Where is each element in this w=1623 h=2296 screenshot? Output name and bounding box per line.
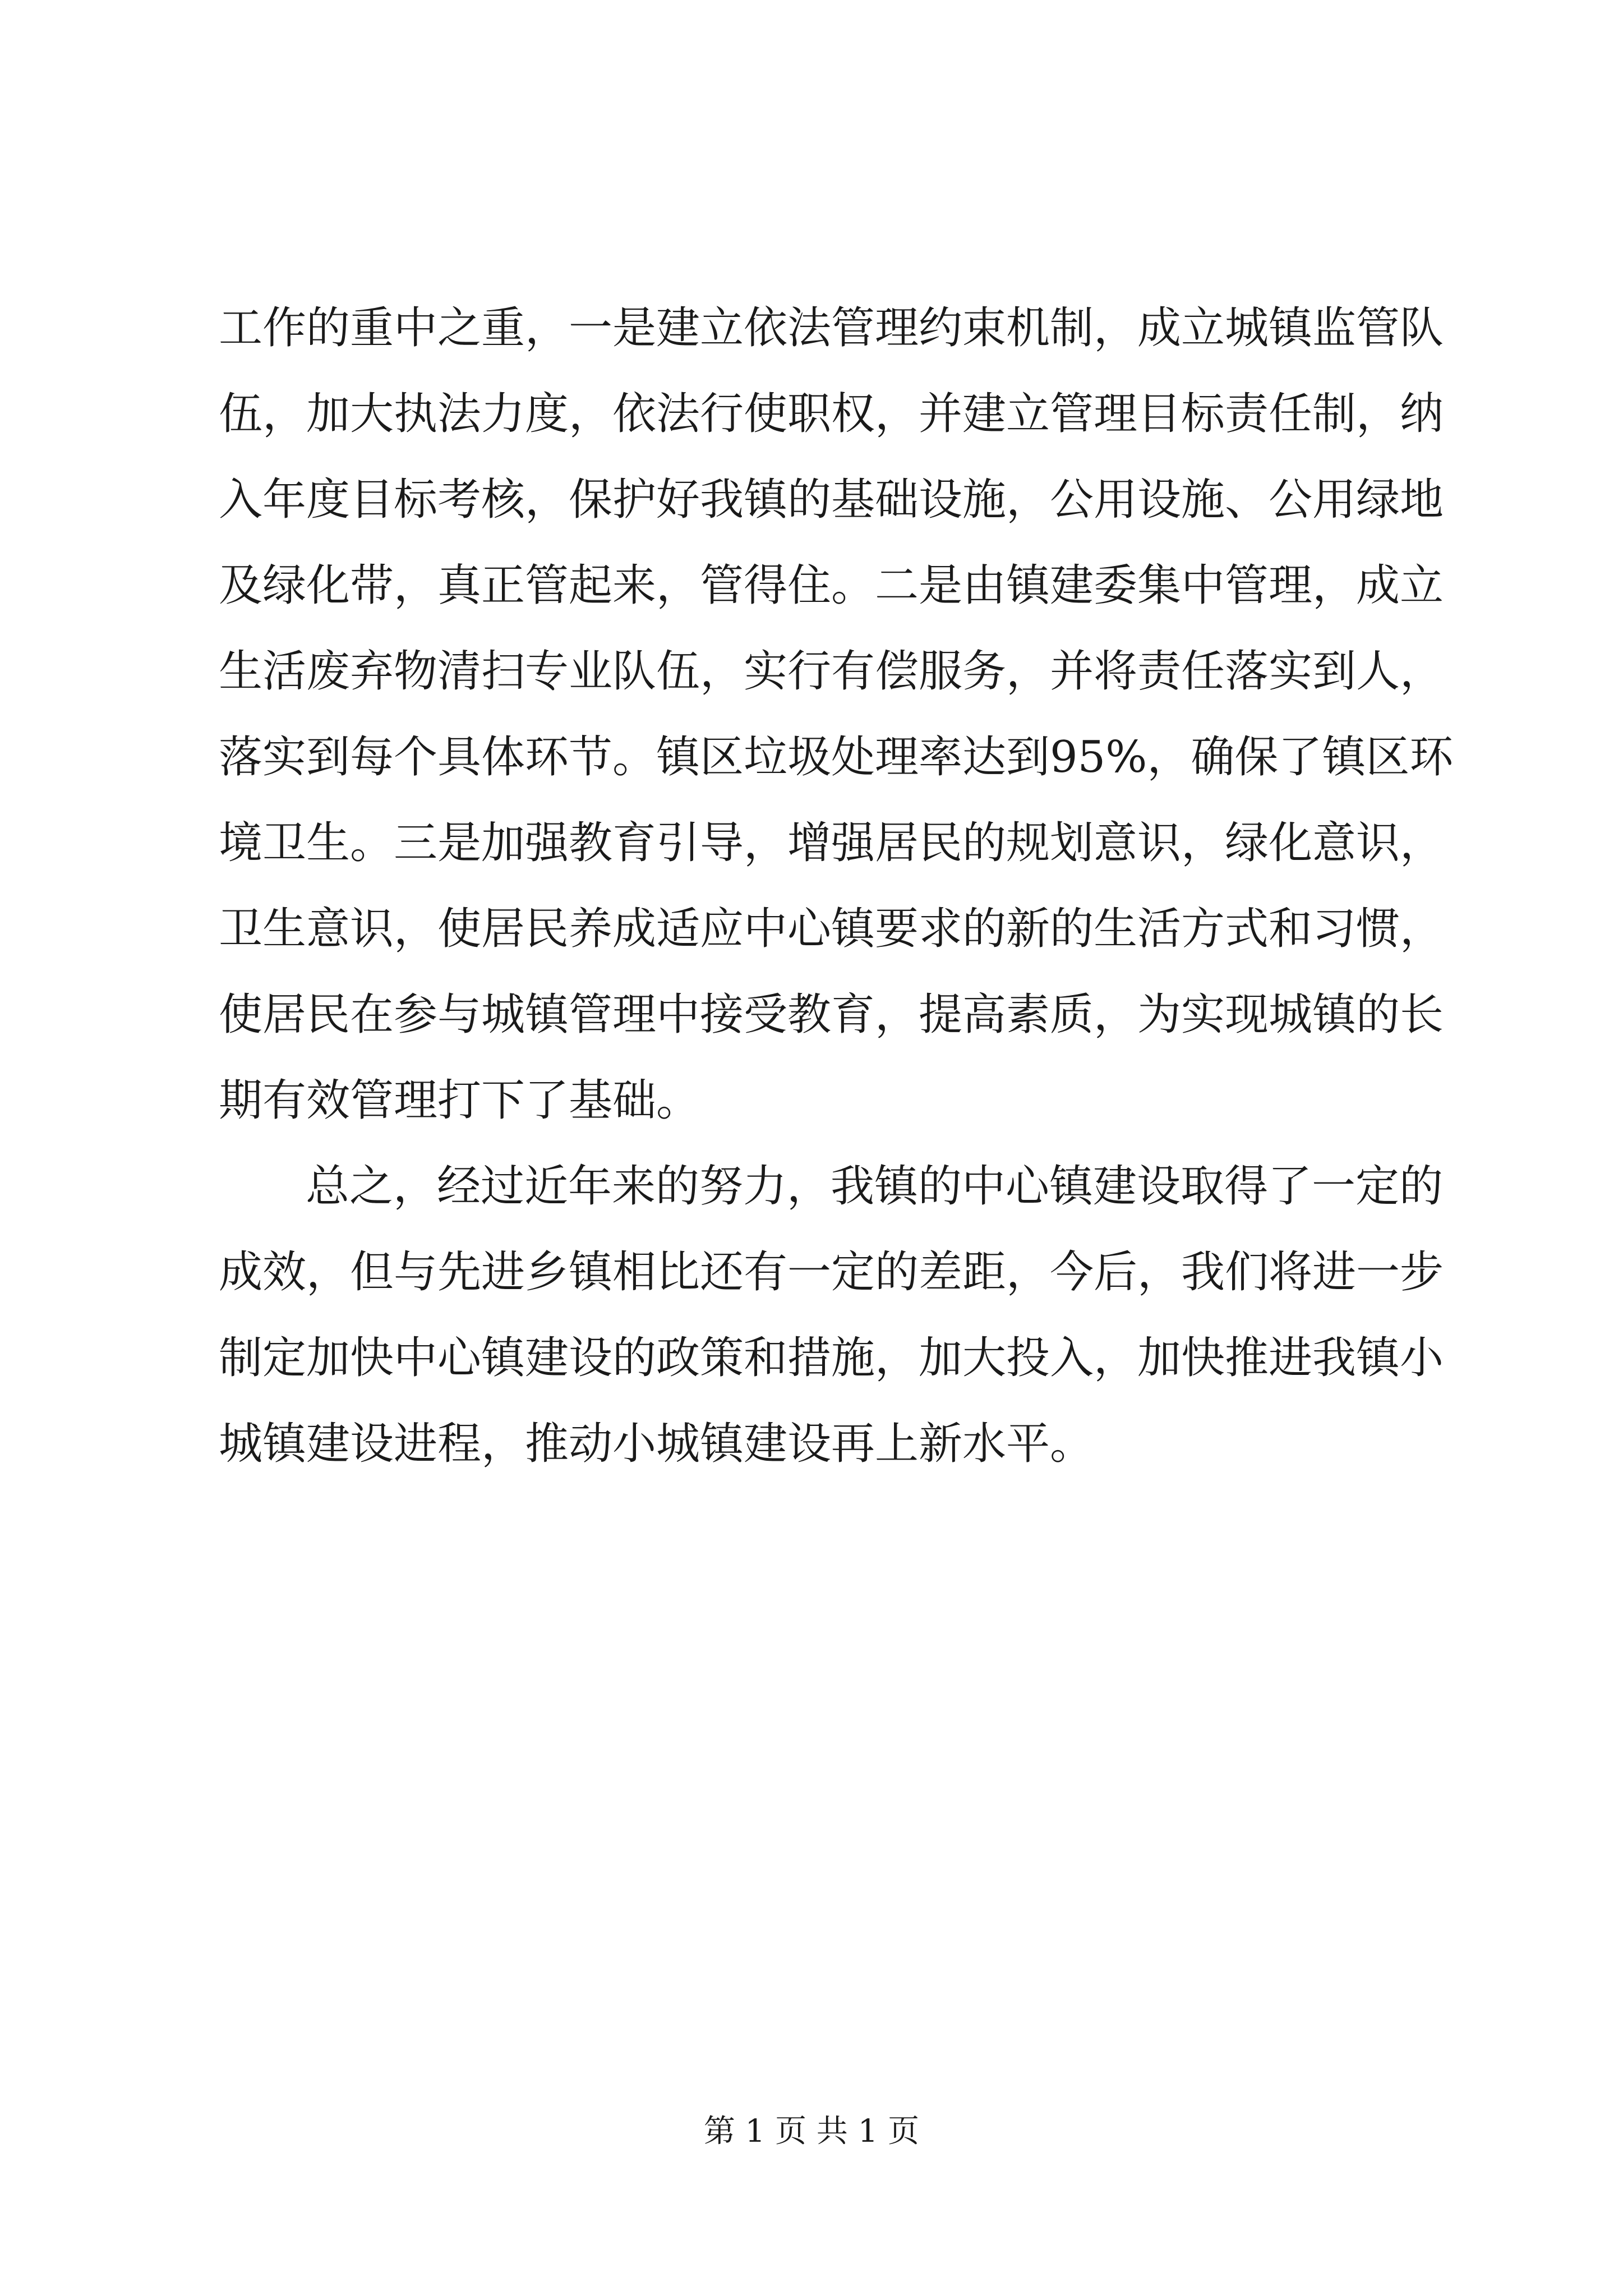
paragraph-line: 境卫生。三是加强教育引导，增强居民的规划意识，绿化意识， <box>219 818 1444 868</box>
paragraph-line: 成效，但与先进乡镇相比还有一定的差距，今后，我们将进一步 <box>219 1247 1444 1297</box>
paragraph-line: 卫生意识，使居民养成适应中心镇要求的新的生活方式和习惯， <box>219 904 1444 954</box>
paragraph-line: 入年度目标考核，保护好我镇的基础设施，公用设施、公用绿地 <box>219 475 1444 525</box>
paragraph-line: 城镇建设进程，推动小城镇建设再上新水平。 <box>219 1419 1094 1469</box>
paragraph-line: 及绿化带，真正管起来，管得住。二是由镇建委集中管理，成立 <box>219 560 1444 611</box>
paragraph-line: 落实到每个具体环节。镇区垃圾处理率达到95%，确保了镇区环 <box>219 732 1454 783</box>
paragraph-line: 伍，加大执法力度，依法行使职权，并建立管理目标责任制，纳 <box>219 389 1444 439</box>
paragraph-line: 制定加快中心镇建设的政策和措施，加大投入，加快推进我镇小 <box>219 1333 1444 1383</box>
page-footer: 第 1 页 共 1 页 <box>703 2113 920 2150</box>
paragraph-line: 生活废弃物清扫专业队伍，实行有偿服务，并将责任落实到人， <box>219 646 1444 697</box>
paragraph-line: 工作的重中之重，一是建立依法管理约束机制，成立城镇监管队 <box>219 303 1444 353</box>
paragraph-line-indented: 总之，经过近年来的努力，我镇的中心镇建设取得了一定的 <box>306 1161 1444 1212</box>
paragraph-line: 期有效管理打下了基础。 <box>219 1075 700 1126</box>
paragraph-line: 使居民在参与城镇管理中接受教育，提高素质，为实现城镇的长 <box>219 990 1444 1040</box>
